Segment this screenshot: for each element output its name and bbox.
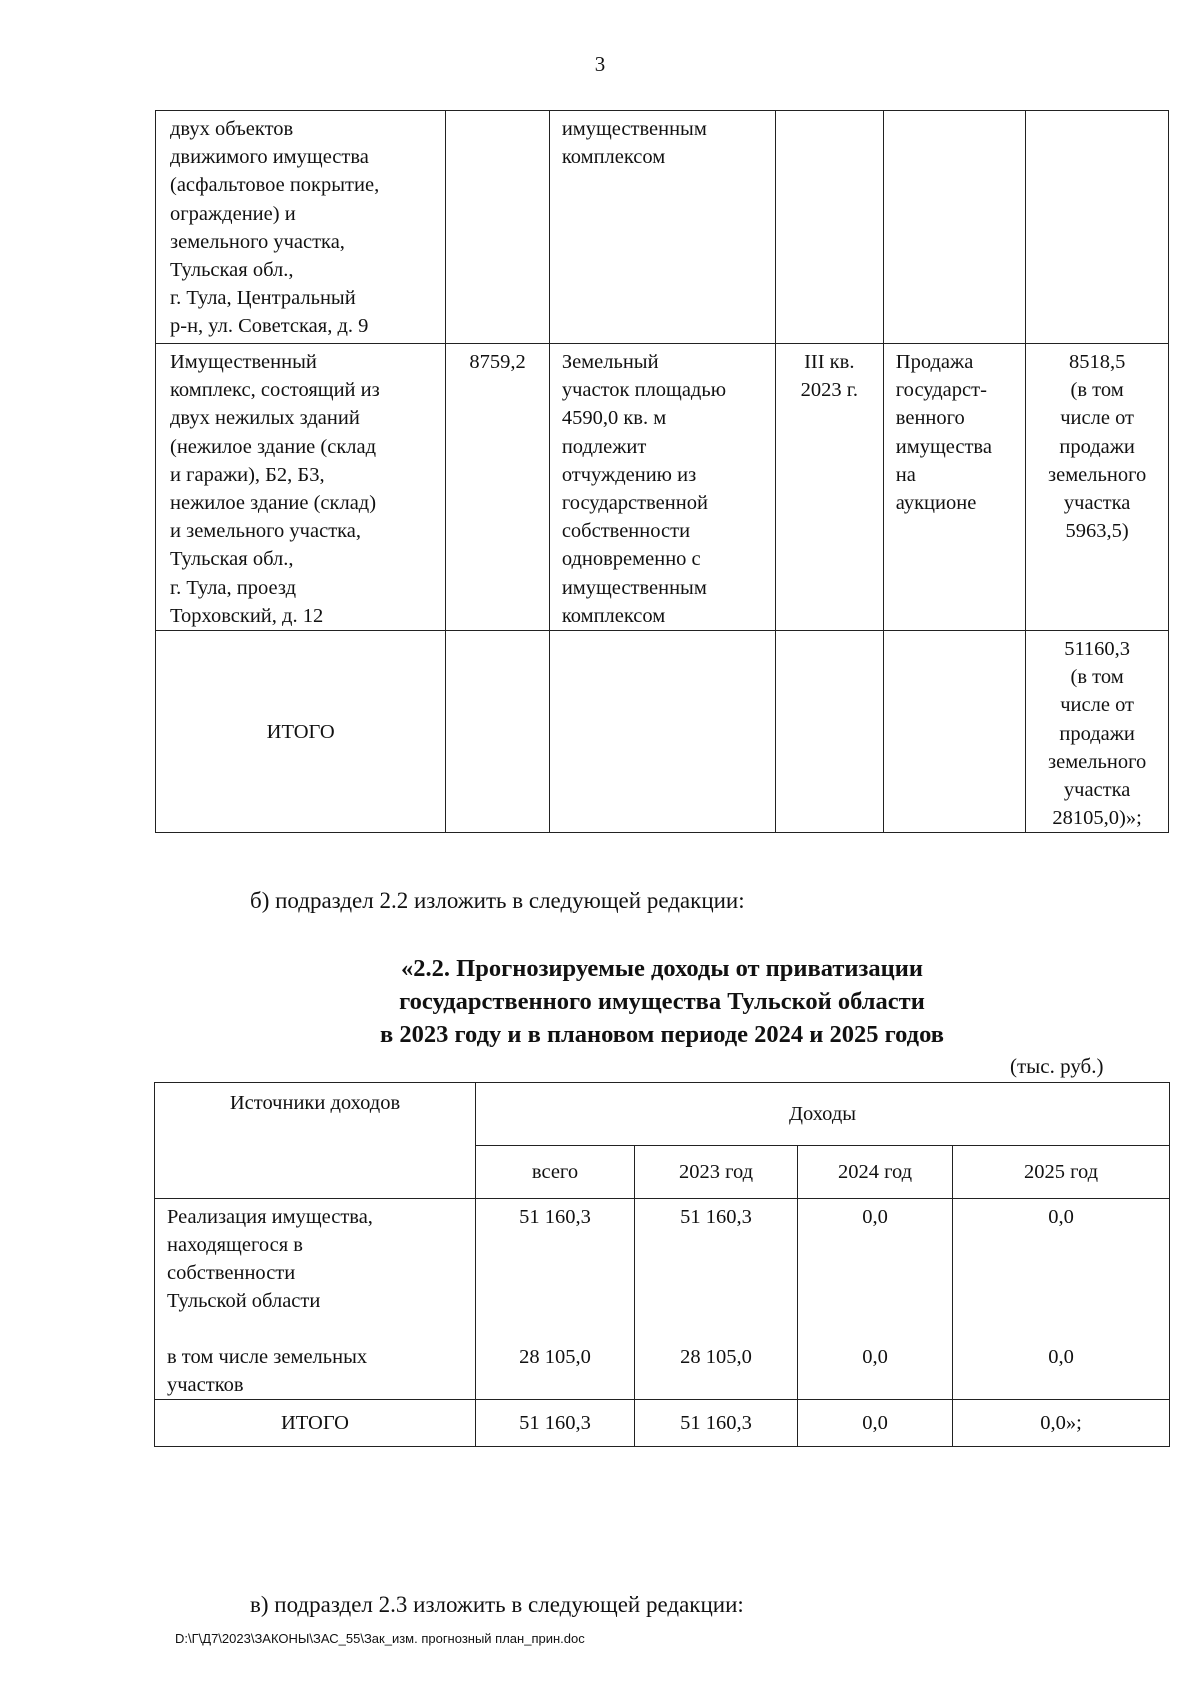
sub-value: 28 105,0 — [680, 1346, 752, 1368]
header-sources: Источники доходов — [155, 1083, 476, 1199]
units-label: (тыс. руб.) — [1010, 1054, 1104, 1078]
object-description-cell: двух объектов движимого имущества (асфальтовое покрытие, ограждение) и земельного участка, Тульская обл., г. Тула, Центральный р-н, ул. Советская, д. 9 — [156, 111, 446, 344]
total-label: ИТОГО — [155, 1400, 476, 1447]
table-total-row — [155, 1400, 1170, 1447]
note-cell: Земельный участок площадью 4590,0 кв. м подлежит отчуждению из государственной собственности одновременно с имущественным комплексом — [549, 344, 775, 631]
section-title: «2.2. Прогнозируемые доходы от приватизации государственного имущества Тульской области в 2023 году и в плановом периоде 2024 и 2025 годов — [380, 955, 944, 1048]
table-header-row — [155, 1083, 1170, 1146]
table-total-row — [156, 631, 1169, 833]
total-value: 51 160,3 — [476, 1400, 635, 1447]
area-cell: 8759,2 — [446, 344, 550, 631]
empty-cell — [883, 631, 1025, 833]
paragraph-b: б) подраздел 2.2 изложить в следующей редакции: — [250, 888, 745, 913]
forecast-income-table — [154, 1082, 1170, 1447]
file-path-footer: D:\Г\Д7\2023\ЗАКОНЫ\ЗАС_55\Зак_изм. прогнозный план_прин.doc — [175, 1631, 585, 1646]
empty-cell — [775, 631, 883, 833]
sub-value: 0,0 — [862, 1346, 888, 1368]
period-cell — [775, 111, 883, 344]
income-source-label: Реализация имущества, находящегося в собственности Тульской области — [167, 1206, 373, 1312]
empty-cell — [549, 631, 775, 833]
column-header-2024: 2024 год — [798, 1146, 953, 1199]
page-number: 3 — [594, 52, 606, 76]
sub-value: 28 105,0 — [519, 1346, 591, 1368]
empty-cell — [446, 631, 550, 833]
value: 0,0 — [1048, 1206, 1074, 1228]
area-cell — [446, 111, 550, 344]
method-cell: Продажа государст- венного имущества на аукционе — [883, 344, 1025, 631]
privatization-objects-table — [155, 110, 1169, 833]
value-cell-total — [476, 1199, 635, 1400]
column-header-2023: 2023 год — [635, 1146, 798, 1199]
column-header-2025: 2025 год — [953, 1146, 1170, 1199]
object-description-cell: Имущественный комплекс, состоящий из двух нежилых зданий (нежилое здание (склад и гаражи), Б2, Б3, нежилое здание (склад) и земельного участка, Тульская обл., г. Тула, проезд Торховский, д. 12 — [156, 344, 446, 631]
total-value: 0,0»; — [953, 1400, 1170, 1447]
income-source-cell — [155, 1199, 476, 1400]
table-row — [156, 344, 1169, 631]
value-cell-2024 — [798, 1199, 953, 1400]
total-value: 0,0 — [798, 1400, 953, 1447]
table-row — [155, 1199, 1170, 1400]
value-cell-2025 — [953, 1199, 1170, 1400]
method-cell — [883, 111, 1025, 344]
income-source-sublabel: в том числе земельных участков — [167, 1346, 368, 1396]
table-row — [156, 111, 1169, 344]
value: 51 160,3 — [519, 1206, 591, 1228]
value-cell-2023 — [635, 1199, 798, 1400]
income-cell: 8518,5 (в том числе от продажи земельного участка 5963,5) — [1026, 344, 1169, 631]
value: 0,0 — [862, 1206, 888, 1228]
header-income: Доходы — [476, 1083, 1170, 1146]
period-cell: III кв. 2023 г. — [775, 344, 883, 631]
paragraph-v: в) подраздел 2.3 изложить в следующей редакции: — [250, 1592, 744, 1617]
note-cell: имущественным комплексом — [549, 111, 775, 344]
column-header-total: всего — [476, 1146, 635, 1199]
total-value: 51 160,3 — [635, 1400, 798, 1447]
total-label: ИТОГО — [156, 631, 446, 833]
income-cell — [1026, 111, 1169, 344]
sub-value: 0,0 — [1048, 1346, 1074, 1368]
total-income-cell: 51160,3 (в том числе от продажи земельного участка 28105,0)»; — [1026, 631, 1169, 833]
value: 51 160,3 — [680, 1206, 752, 1228]
